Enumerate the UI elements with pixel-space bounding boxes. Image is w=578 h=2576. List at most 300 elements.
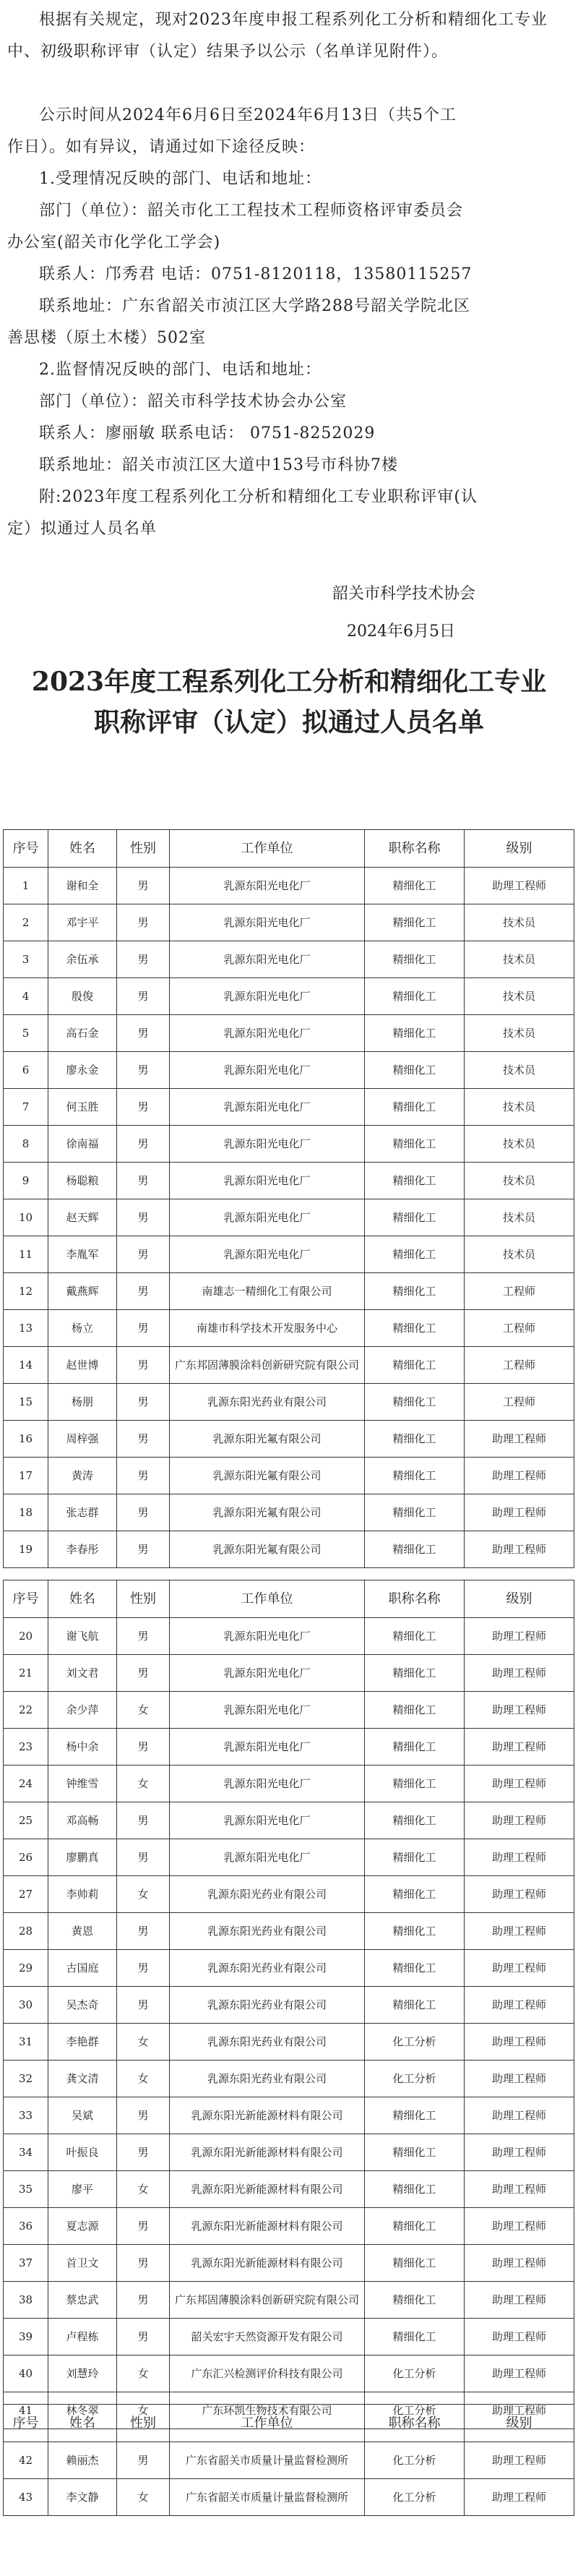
cell-employer: 乳源东阳光氟有限公司 xyxy=(170,1421,365,1458)
table-row xyxy=(4,1802,574,1839)
table-row xyxy=(4,1692,574,1729)
cell-name: 刘文君 xyxy=(48,1655,117,1692)
cell-level: 助理工程师 xyxy=(465,1839,574,1876)
cell-seq: 8 xyxy=(4,1126,48,1163)
cell-name: 李文静 xyxy=(48,2479,117,2516)
cell-title-name: 精细化工 xyxy=(365,1987,465,2024)
table-row xyxy=(4,1421,574,1458)
cell-employer: 乳源东阳光电化厂 xyxy=(170,1163,365,1199)
cell-seq: 42 xyxy=(4,2442,48,2479)
cell-seq: 41 xyxy=(4,2392,48,2429)
cell-gender: 男 xyxy=(117,1384,170,1421)
cell-gender: 女 xyxy=(117,1692,170,1729)
table-row xyxy=(4,1494,574,1531)
cell-employer: 乳源东阳光新能源材料有限公司 xyxy=(170,2245,365,2282)
cell-name: 李帅莉 xyxy=(48,1876,117,1913)
cell-title-name: 精细化工 xyxy=(365,1347,465,1384)
cell-name: 杨立 xyxy=(48,1310,117,1347)
cell-title-name: 精细化工 xyxy=(365,1802,465,1839)
cell-gender: 女 xyxy=(117,2479,170,2516)
cell-title-name: 化工分析 xyxy=(365,2479,465,2516)
cell-name: 廖平 xyxy=(48,2171,117,2208)
cell-gender: 男 xyxy=(117,2442,170,2479)
cell-level: 助理工程师 xyxy=(465,1692,574,1729)
cell-level: 技术员 xyxy=(465,1052,574,1089)
cell-employer: 广东省韶关市质量计量监督检测所 xyxy=(170,2442,365,2479)
cell-gender: 男 xyxy=(117,1310,170,1347)
roster-title-line2: 职称评审（认定）拟通过人员名单 xyxy=(93,707,484,737)
cell-gender: 男 xyxy=(117,1015,170,1052)
cell-gender: 男 xyxy=(117,1618,170,1655)
cell-seq: 34 xyxy=(4,2134,48,2171)
issue-date: 2024年6月5日 xyxy=(347,622,455,641)
table-row xyxy=(4,978,574,1015)
period-line-cont: 作日）。如有异议，请通过如下途径反映： xyxy=(7,138,316,156)
cell-level: 技术员 xyxy=(465,1089,574,1126)
cell-title-name: 精细化工 xyxy=(365,2282,465,2319)
cell-employer: 乳源东阳光电化厂 xyxy=(170,904,365,941)
cell-name: 吴斌 xyxy=(48,2097,117,2134)
cell-level: 助理工程师 xyxy=(465,2245,574,2282)
header-employer: 工作单位 xyxy=(170,1580,365,1618)
table-row xyxy=(4,1913,574,1950)
item1-department: 部门（单位）：韶关市化工工程技术工程师资格评审委员会 xyxy=(39,202,464,220)
cell-name: 钟维雪 xyxy=(48,1766,117,1802)
cell-name: 赵世博 xyxy=(48,1347,117,1384)
cell-title-name: 精细化工 xyxy=(365,1766,465,1802)
table-row xyxy=(4,1236,574,1273)
cell-level: 助理工程师 xyxy=(465,2024,574,2061)
cell-level: 技术员 xyxy=(465,904,574,941)
table-row xyxy=(4,2355,574,2392)
cell-gender: 男 xyxy=(117,2319,170,2355)
cell-employer: 乳源东阳光电化厂 xyxy=(170,1729,365,1766)
cell-employer: 乳源东阳光电化厂 xyxy=(170,1692,365,1729)
cell-level: 助理工程师 xyxy=(465,1655,574,1692)
cell-seq: 25 xyxy=(4,1802,48,1839)
cell-level: 助理工程师 xyxy=(465,2392,574,2429)
intro-paragraph: 根据有关规定，现对2023年度申报工程系列化工分析和精细化工专业中、初级职称评审（认定）结果予以公示（名单详见附件）。 xyxy=(7,11,548,61)
table-row xyxy=(4,2479,574,2516)
cell-employer: 南雄市科学技术开发服务中心 xyxy=(170,1310,365,1347)
cell-seq: 11 xyxy=(4,1236,48,1273)
table-row xyxy=(4,1655,574,1692)
cell-employer: 广东省韶关市质量计量监督检测所 xyxy=(170,2479,365,2516)
cell-level: 助理工程师 xyxy=(465,1913,574,1950)
roster-title xyxy=(0,662,578,743)
cell-level: 工程师 xyxy=(465,1310,574,1347)
cell-title-name: 精细化工 xyxy=(365,868,465,904)
cell-name: 余少萍 xyxy=(48,1692,117,1729)
cell-level: 技术员 xyxy=(465,1236,574,1273)
cell-title-name: 精细化工 xyxy=(365,1531,465,1568)
header-seq: 序号 xyxy=(4,2405,48,2442)
cell-title-name: 精细化工 xyxy=(365,1913,465,1950)
header-gender: 性别 xyxy=(117,1580,170,1618)
cell-title-name: 精细化工 xyxy=(365,2134,465,2171)
cell-gender: 男 xyxy=(117,1531,170,1568)
cell-gender: 女 xyxy=(117,2024,170,2061)
cell-title-name: 精细化工 xyxy=(365,1618,465,1655)
table-row xyxy=(4,1839,574,1876)
cell-level: 助理工程师 xyxy=(465,2097,574,2134)
cell-name: 杨中余 xyxy=(48,1729,117,1766)
cell-level: 助理工程师 xyxy=(465,2134,574,2171)
cell-name: 古国庭 xyxy=(48,1950,117,1987)
table-row xyxy=(4,1089,574,1126)
cell-seq: 10 xyxy=(4,1199,48,1236)
cell-level: 助理工程师 xyxy=(465,1766,574,1802)
item1-department-cont: 办公室(韶关市化学化工学会) xyxy=(7,234,221,252)
cell-seq: 26 xyxy=(4,1839,48,1876)
table-row xyxy=(4,1766,574,1802)
cell-title-name: 精细化工 xyxy=(365,1163,465,1199)
attachment-line-cont: 定）拟通过人员名单 xyxy=(7,520,158,538)
cell-seq: 40 xyxy=(4,2355,48,2392)
cell-employer: 乳源东阳光电化厂 xyxy=(170,1618,365,1655)
cell-gender: 女 xyxy=(117,1876,170,1913)
cell-employer: 乳源东阳光氟有限公司 xyxy=(170,1458,365,1494)
table-row xyxy=(4,2442,574,2479)
cell-gender: 男 xyxy=(117,1913,170,1950)
cell-level: 助理工程师 xyxy=(465,2208,574,2245)
cell-employer: 乳源东阳光氟有限公司 xyxy=(170,1494,365,1531)
cell-level: 助理工程师 xyxy=(465,1618,574,1655)
cell-level: 助理工程师 xyxy=(465,1531,574,1568)
cell-gender: 男 xyxy=(117,1950,170,1987)
cell-level: 助理工程师 xyxy=(465,2442,574,2479)
cell-title-name: 精细化工 xyxy=(365,1052,465,1089)
cell-gender: 男 xyxy=(117,941,170,978)
table-row xyxy=(4,1458,574,1494)
cell-level: 技术员 xyxy=(465,1126,574,1163)
cell-seq: 3 xyxy=(4,941,48,978)
item1-address: 联系地址：广东省韶关市浈江区大学路288号韶关学院北区 xyxy=(39,297,470,315)
table-row xyxy=(4,2171,574,2208)
cell-gender: 男 xyxy=(117,1089,170,1126)
cell-seq: 39 xyxy=(4,2319,48,2355)
cell-employer: 乳源东阳光电化厂 xyxy=(170,1655,365,1692)
cell-employer: 乳源东阳光药业有限公司 xyxy=(170,1913,365,1950)
cell-employer: 乳源东阳光电化厂 xyxy=(170,1052,365,1089)
table-row xyxy=(4,2097,574,2134)
attachment-line: 附:2023年度工程系列化工分析和精细化工专业职称评审(认 xyxy=(39,488,478,506)
table-row xyxy=(4,1126,574,1163)
table-row xyxy=(4,2319,574,2355)
cell-name: 杨朋 xyxy=(48,1384,117,1421)
cell-seq: 37 xyxy=(4,2245,48,2282)
cell-title-name: 精细化工 xyxy=(365,2208,465,2245)
cell-seq: 31 xyxy=(4,2024,48,2061)
header-gender: 性别 xyxy=(117,2405,170,2442)
cell-seq: 12 xyxy=(4,1273,48,1310)
cell-seq: 38 xyxy=(4,2282,48,2319)
cell-name: 周梓强 xyxy=(48,1421,117,1458)
cell-level: 助理工程师 xyxy=(465,1421,574,1458)
cell-name: 戴燕辉 xyxy=(48,1273,117,1310)
cell-employer: 乳源东阳光电化厂 xyxy=(170,1015,365,1052)
header-employer: 工作单位 xyxy=(170,2405,365,2442)
cell-name: 龚文清 xyxy=(48,2061,117,2097)
table-row xyxy=(4,904,574,941)
cell-level: 工程师 xyxy=(465,1273,574,1310)
cell-title-name: 精细化工 xyxy=(365,1458,465,1494)
table-row xyxy=(4,2061,574,2097)
cell-name: 余伍承 xyxy=(48,941,117,978)
cell-name: 何玉胜 xyxy=(48,1089,117,1126)
cell-seq: 9 xyxy=(4,1163,48,1199)
cell-employer: 乳源东阳光电化厂 xyxy=(170,1089,365,1126)
cell-level: 工程师 xyxy=(465,1384,574,1421)
header-name: 姓名 xyxy=(48,2405,117,2442)
cell-seq: 32 xyxy=(4,2061,48,2097)
cell-employer: 乳源东阳光新能源材料有限公司 xyxy=(170,2171,365,2208)
table-row xyxy=(4,1618,574,1655)
cell-title-name: 精细化工 xyxy=(365,2319,465,2355)
cell-name: 廖永金 xyxy=(48,1052,117,1089)
cell-employer: 乳源东阳光新能源材料有限公司 xyxy=(170,2134,365,2171)
cell-gender: 男 xyxy=(117,1273,170,1310)
header-seq: 序号 xyxy=(4,830,48,868)
cell-name: 夏志源 xyxy=(48,2208,117,2245)
cell-name: 邓高畅 xyxy=(48,1802,117,1839)
cell-gender: 女 xyxy=(117,2392,170,2429)
cell-seq: 4 xyxy=(4,978,48,1015)
cell-name: 吴杰奇 xyxy=(48,1987,117,2024)
cell-gender: 男 xyxy=(117,868,170,904)
cell-employer: 广东邦固薄膜涂料创新研究院有限公司 xyxy=(170,1347,365,1384)
cell-level: 助理工程师 xyxy=(465,2061,574,2097)
cell-gender: 男 xyxy=(117,2282,170,2319)
cell-level: 助理工程师 xyxy=(465,1729,574,1766)
cell-employer: 南雄志一精细化工有限公司 xyxy=(170,1273,365,1310)
cell-seq: 33 xyxy=(4,2097,48,2134)
cell-name: 李艳群 xyxy=(48,2024,117,2061)
cell-employer: 乳源东阳光电化厂 xyxy=(170,978,365,1015)
cell-seq: 15 xyxy=(4,1384,48,1421)
cell-title-name: 精细化工 xyxy=(365,1126,465,1163)
cell-employer: 乳源东阳光电化厂 xyxy=(170,1126,365,1163)
cell-seq: 20 xyxy=(4,1618,48,1655)
cell-name: 黄恩 xyxy=(48,1913,117,1950)
cell-gender: 男 xyxy=(117,1655,170,1692)
table-header-row xyxy=(4,2405,574,2442)
cell-gender: 男 xyxy=(117,2134,170,2171)
cell-level: 助理工程师 xyxy=(465,2479,574,2516)
cell-name: 赖丽杰 xyxy=(48,2442,117,2479)
cell-title-name: 精细化工 xyxy=(365,1384,465,1421)
cell-employer: 乳源东阳光新能源材料有限公司 xyxy=(170,2097,365,2134)
cell-seq: 13 xyxy=(4,1310,48,1347)
cell-level: 工程师 xyxy=(465,1347,574,1384)
item2-department: 部门（单位）：韶关市科学技术协会办公室 xyxy=(39,393,348,411)
cell-employer: 乳源东阳光药业有限公司 xyxy=(170,1987,365,2024)
cell-name: 李春彤 xyxy=(48,1531,117,1568)
table-row xyxy=(4,2134,574,2171)
cell-employer: 广东邦固薄膜涂料创新研究院有限公司 xyxy=(170,2282,365,2319)
cell-name: 徐南福 xyxy=(48,1126,117,1163)
cell-gender: 男 xyxy=(117,1802,170,1839)
cell-name: 蔡忠武 xyxy=(48,2282,117,2319)
cell-level: 技术员 xyxy=(465,1199,574,1236)
cell-seq: 27 xyxy=(4,1876,48,1913)
cell-name: 谢和全 xyxy=(48,868,117,904)
table-row xyxy=(4,1052,574,1089)
cell-gender: 男 xyxy=(117,1839,170,1876)
cell-seq: 24 xyxy=(4,1766,48,1802)
period-line: 公示时间从2024年6月6日至2024年6月13日（共5个工 xyxy=(39,106,457,124)
table-row xyxy=(4,2245,574,2282)
table-row xyxy=(4,1950,574,1987)
cell-seq: 36 xyxy=(4,2208,48,2245)
cell-level: 助理工程师 xyxy=(465,2171,574,2208)
cell-title-name: 精细化工 xyxy=(365,1199,465,1236)
cell-seq: 23 xyxy=(4,1729,48,1766)
table-header-row xyxy=(4,1580,574,1618)
cell-seq: 43 xyxy=(4,2479,48,2516)
cell-title-name: 化工分析 xyxy=(365,2442,465,2479)
cell-name: 林冬翠 xyxy=(48,2392,117,2429)
cell-title-name: 精细化工 xyxy=(365,2097,465,2134)
cell-seq: 22 xyxy=(4,1692,48,1729)
cell-seq: 18 xyxy=(4,1494,48,1531)
cell-employer: 乳源东阳光药业有限公司 xyxy=(170,2061,365,2097)
roster-table-part1 xyxy=(3,829,574,1568)
cell-title-name: 精细化工 xyxy=(365,1421,465,1458)
cell-name: 卢程栋 xyxy=(48,2319,117,2355)
cell-employer: 乳源东阳光电化厂 xyxy=(170,1236,365,1273)
cell-gender: 男 xyxy=(117,1347,170,1384)
header-name: 姓名 xyxy=(48,830,117,868)
cell-name: 张志群 xyxy=(48,1494,117,1531)
cell-level: 技术员 xyxy=(465,1163,574,1199)
cell-gender: 男 xyxy=(117,1163,170,1199)
item1-title: 1.受理情况反映的部门、电话和地址： xyxy=(39,170,322,188)
cell-title-name: 精细化工 xyxy=(365,904,465,941)
cell-gender: 男 xyxy=(117,1494,170,1531)
cell-gender: 女 xyxy=(117,1766,170,1802)
cell-name: 李胤军 xyxy=(48,1236,117,1273)
cell-name: 赵天辉 xyxy=(48,1199,117,1236)
table-row xyxy=(4,1347,574,1384)
cell-employer: 乳源东阳光药业有限公司 xyxy=(170,1384,365,1421)
table-row xyxy=(4,941,574,978)
cell-name: 邓宇平 xyxy=(48,904,117,941)
cell-level: 技术员 xyxy=(465,1015,574,1052)
cell-seq: 29 xyxy=(4,1950,48,1987)
cell-gender: 男 xyxy=(117,1126,170,1163)
cell-employer: 乳源东阳光电化厂 xyxy=(170,1802,365,1839)
cell-title-name: 化工分析 xyxy=(365,2061,465,2097)
cell-level: 助理工程师 xyxy=(465,868,574,904)
cell-title-name: 精细化工 xyxy=(365,2245,465,2282)
cell-employer: 乳源东阳光药业有限公司 xyxy=(170,2024,365,2061)
cell-employer: 乳源东阳光氟有限公司 xyxy=(170,1531,365,1568)
cell-employer: 乳源东阳光电化厂 xyxy=(170,941,365,978)
cell-level: 助理工程师 xyxy=(465,1458,574,1494)
roster-table-part2 xyxy=(3,1580,574,2429)
cell-level: 技术员 xyxy=(465,941,574,978)
table-row xyxy=(4,868,574,904)
cell-title-name: 精细化工 xyxy=(365,978,465,1015)
cell-level: 助理工程师 xyxy=(465,2282,574,2319)
header-level: 级别 xyxy=(465,2405,574,2442)
table-row xyxy=(4,1384,574,1421)
table-row xyxy=(4,1310,574,1347)
header-level: 级别 xyxy=(465,830,574,868)
cell-gender: 男 xyxy=(117,904,170,941)
cell-employer: 乳源东阳光电化厂 xyxy=(170,868,365,904)
header-title-name: 职称名称 xyxy=(365,1580,465,1618)
cell-gender: 男 xyxy=(117,1458,170,1494)
cell-gender: 男 xyxy=(117,1421,170,1458)
cell-title-name: 精细化工 xyxy=(365,1273,465,1310)
cell-seq: 2 xyxy=(4,904,48,941)
cell-seq: 19 xyxy=(4,1531,48,1568)
header-name: 姓名 xyxy=(48,1580,117,1618)
cell-level: 助理工程师 xyxy=(465,2355,574,2392)
cell-name: 黄涛 xyxy=(48,1458,117,1494)
cell-title-name: 精细化工 xyxy=(365,1876,465,1913)
cell-title-name: 化工分析 xyxy=(365,2355,465,2392)
cell-gender: 女 xyxy=(117,2355,170,2392)
cell-employer: 乳源东阳光药业有限公司 xyxy=(170,1876,365,1913)
table-row xyxy=(4,1015,574,1052)
cell-level: 助理工程师 xyxy=(465,1876,574,1913)
table-row xyxy=(4,1273,574,1310)
cell-gender: 男 xyxy=(117,1052,170,1089)
cell-title-name: 化工分析 xyxy=(365,2024,465,2061)
cell-employer: 乳源东阳光电化厂 xyxy=(170,1766,365,1802)
table-row xyxy=(4,1876,574,1913)
cell-title-name: 精细化工 xyxy=(365,1950,465,1987)
cell-level: 助理工程师 xyxy=(465,2319,574,2355)
cell-title-name: 精细化工 xyxy=(365,1015,465,1052)
cell-seq: 28 xyxy=(4,1913,48,1950)
table-row xyxy=(4,1199,574,1236)
cell-seq: 7 xyxy=(4,1089,48,1126)
item2-contact: 联系人：廖丽敏 联系电话： 0751-8252029 xyxy=(39,424,376,442)
cell-gender: 女 xyxy=(117,2061,170,2097)
cell-employer: 乳源东阳光电化厂 xyxy=(170,1839,365,1876)
cell-name: 刘慧玲 xyxy=(48,2355,117,2392)
cell-title-name: 精细化工 xyxy=(365,2171,465,2208)
header-title-name: 职称名称 xyxy=(365,2405,465,2442)
cell-level: 助理工程师 xyxy=(465,1950,574,1987)
table-row xyxy=(4,2208,574,2245)
issuer: 韶关市科学技术协会 xyxy=(332,585,476,603)
cell-employer: 乳源东阳光药业有限公司 xyxy=(170,1950,365,1987)
cell-seq: 1 xyxy=(4,868,48,904)
cell-employer: 乳源东阳光电化厂 xyxy=(170,1199,365,1236)
roster-title-line1: 2023年度工程系列化工分析和精细化工专业 xyxy=(31,667,547,697)
cell-title-name: 精细化工 xyxy=(365,1236,465,1273)
cell-title-name: 精细化工 xyxy=(365,1655,465,1692)
header-seq: 序号 xyxy=(4,1580,48,1618)
cell-name: 叶振良 xyxy=(48,2134,117,2171)
cell-name: 杨聪粮 xyxy=(48,1163,117,1199)
cell-seq: 21 xyxy=(4,1655,48,1692)
cell-title-name: 化工分析 xyxy=(365,2392,465,2429)
cell-employer: 广东汇兴检测评价科技有限公司 xyxy=(170,2355,365,2392)
cell-level: 技术员 xyxy=(465,978,574,1015)
cell-name: 殷俊 xyxy=(48,978,117,1015)
cell-gender: 男 xyxy=(117,1199,170,1236)
cell-title-name: 精细化工 xyxy=(365,1839,465,1876)
cell-title-name: 精细化工 xyxy=(365,941,465,978)
item2-address: 联系地址：韶关市浈江区大道中153号市科协7楼 xyxy=(39,456,398,474)
header-level: 级别 xyxy=(465,1580,574,1618)
